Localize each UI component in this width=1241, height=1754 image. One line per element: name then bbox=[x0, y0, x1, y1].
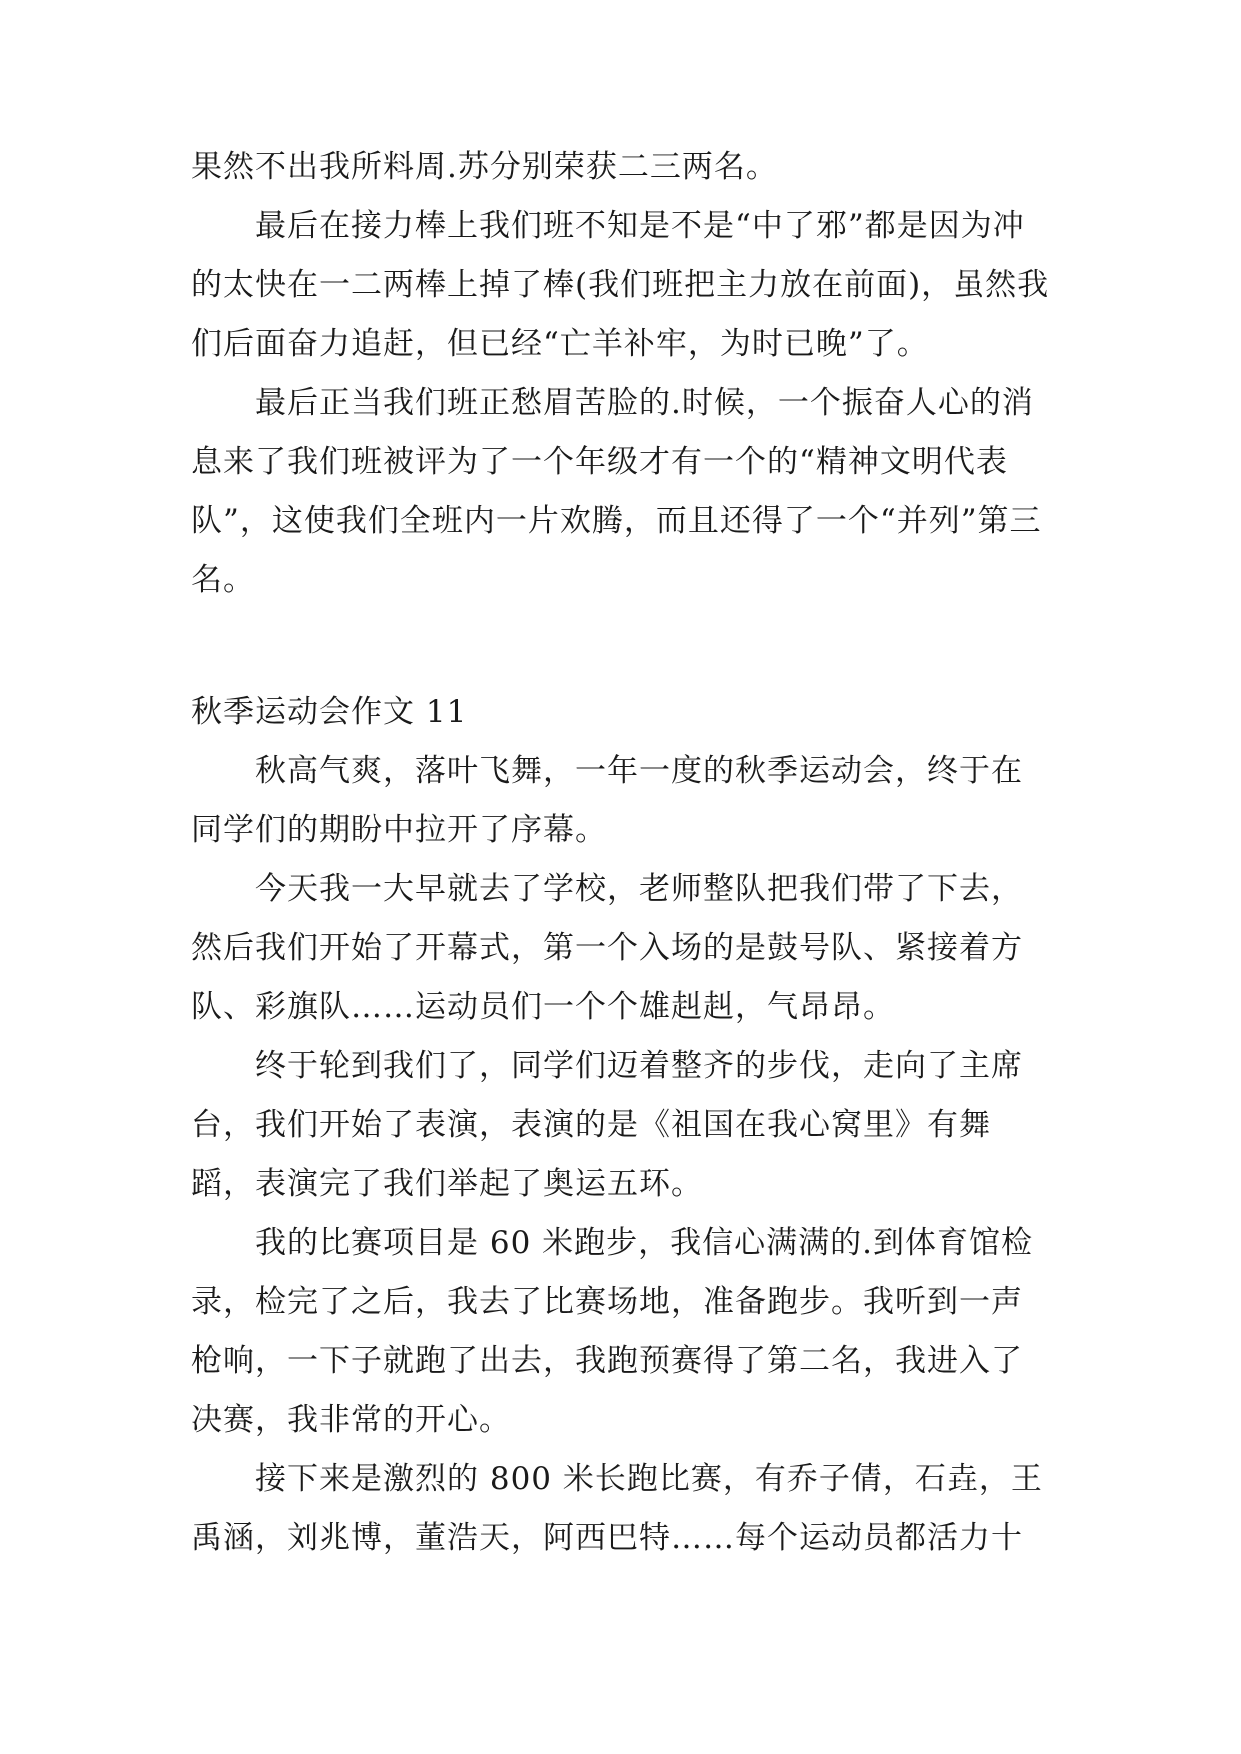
paragraph: 秋高气爽，落叶飞舞，一年一度的秋季运动会，终于在同学们的期盼中拉开了序幕。 bbox=[191, 753, 1023, 848]
paragraph: 果然不出我所料周.苏分别荣获二三两名。 bbox=[191, 149, 778, 185]
paragraph: 我的比赛项目是 60 米跑步，我信心满满的.到体育馆检录，检完了之后，我去了比赛场地，准备跑步。我听到一声枪响，一下子就跑了出去，我跑预赛得了第二名，我进入了决赛，我非常的开心。 bbox=[191, 1225, 1034, 1438]
paragraph: 最后正当我们班正愁眉苦脸的.时候，一个振奋人心的消息来了我们班被评为了一个年级才有一个的“精神文明代表队”，这使我们全班内一片欢腾，而且还得了一个“并列”第三名。 bbox=[191, 385, 1042, 598]
previous-section-body bbox=[191, 138, 1051, 610]
paragraph: 终于轮到我们了，同学们迈着整齐的步伐，走向了主席台，我们开始了表演，表演的是《祖国在我心窝里》有舞蹈，表演完了我们举起了奥运五环。 bbox=[191, 1048, 1023, 1202]
section-body bbox=[191, 742, 1051, 1568]
paragraph: 最后在接力棒上我们班不知是不是“中了邪”都是因为冲的太快在一二两棒上掉了棒(我们班把主力放在前面)，虽然我们后面奋力追赶，但已经“亡羊补牢，为时已晚”了。 bbox=[191, 208, 1050, 362]
section-title: 秋季运动会作文 11 bbox=[191, 694, 468, 730]
paragraph: 今天我一大早就去了学校，老师整队把我们带了下去，然后我们开始了开幕式，第一个入场的是鼓号队、紧接着方队、彩旗队……运动员们一个个雄赳赳，气昂昂。 bbox=[191, 871, 1023, 1025]
paragraph: 接下来是激烈的 800 米长跑比赛，有乔子倩，石垚，王禹涵，刘兆博，董浩天，阿西巴特……每个运动员都活力十 bbox=[191, 1461, 1043, 1556]
